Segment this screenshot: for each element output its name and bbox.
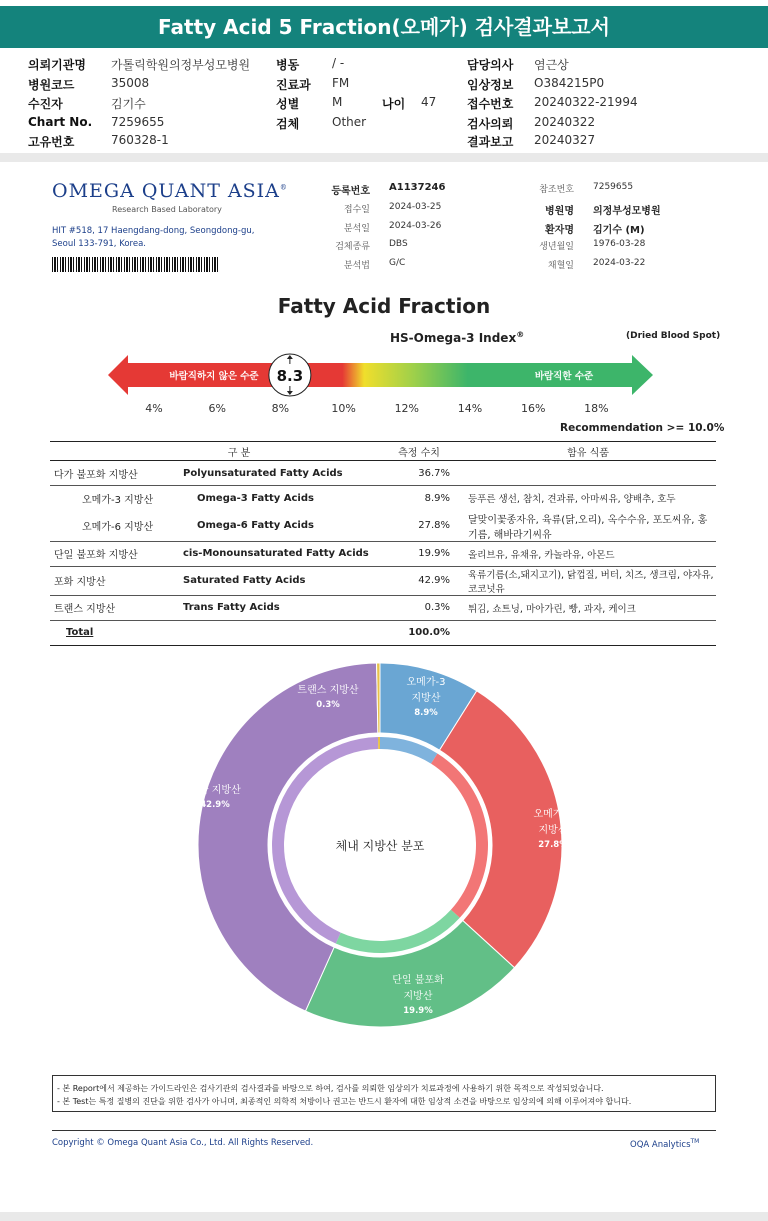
fraction-title: Fatty Acid Fraction	[277, 294, 491, 318]
slice-name: 지방산	[403, 991, 433, 1002]
note-line: - 본 Report에서 제공하는 가이드라인은 검사기관의 검사결과를 바탕으로 하여, 검사를 의뢰한 임상의가 치료과정에 사용하기 위한 목적으로 작성되었습니다.	[57, 1084, 604, 1093]
meta-value: 김기수 (M)	[593, 225, 645, 236]
header-value: / -	[332, 56, 345, 70]
header-value: M	[332, 95, 343, 109]
index-title	[390, 330, 524, 345]
scale-tick: 18%	[584, 402, 609, 415]
lab-logo-mark: ®	[279, 183, 288, 192]
meta-label: 분석법	[343, 261, 370, 271]
slice-name: 단일 불포화	[392, 975, 444, 986]
header-label: 수진자	[28, 97, 63, 111]
header-value: 20240322	[534, 115, 596, 129]
header-label: 성별	[276, 97, 300, 111]
age-label: 나이	[382, 97, 406, 111]
table-row	[50, 566, 716, 595]
meta-value: 2024-03-22	[593, 258, 646, 268]
header-value: 염근상	[534, 58, 569, 72]
header-label: 결과보고	[467, 135, 514, 149]
fatty-acid-table	[50, 441, 716, 646]
slice-name: 오메가-6	[533, 809, 573, 820]
total-label: Total	[50, 620, 183, 645]
row-category-kr: 단일 불포화 지방산	[50, 541, 183, 566]
gauge-bad-label: 바람직하지 않은 수준	[169, 371, 259, 382]
row-food: 튀김, 쇼트닝, 마아가린, 빵, 과자, 케이크	[460, 595, 716, 620]
header-value: 가톨릭학원의정부성모병원	[111, 58, 251, 72]
slice-value: 8.9%	[414, 708, 438, 718]
row-category-kr: 다가 불포화 지방산	[50, 461, 183, 486]
bottom-bar	[0, 1212, 768, 1221]
gauge-good-label: 바람직한 수준	[534, 371, 594, 382]
meta-label: 검체종류	[335, 242, 370, 252]
donut-center-label: 체내 지방산 분포	[335, 839, 425, 853]
table-row	[50, 486, 716, 511]
table-row	[50, 595, 716, 620]
row-value: 8.9%	[388, 486, 460, 511]
slice-value: 42.9%	[200, 800, 230, 810]
header-value: 35008	[111, 76, 150, 90]
meta-label: 분석일	[343, 224, 370, 234]
age-value: 47	[421, 95, 437, 109]
header-category: 구 분	[50, 442, 388, 461]
scale-tick: 10%	[331, 402, 356, 415]
footer-brand-mark: TM	[690, 1138, 700, 1145]
row-category-en: Saturated Fatty Acids	[183, 566, 388, 595]
header-label: 검사의뢰	[467, 117, 514, 131]
slice-name: 포화 지방산	[189, 785, 241, 796]
meta-label: 접수일	[343, 205, 370, 215]
omega3-index-gauge	[108, 352, 658, 398]
row-category-en: Trans Fatty Acids	[183, 595, 388, 620]
lab-address-line1: HIT #518, 17 Haengdang-dong, Seongdong-gu,	[52, 226, 255, 236]
row-category-en: Omega-6 Fatty Acids	[197, 520, 314, 531]
meta-value: A1137246	[389, 182, 446, 193]
row-food	[460, 461, 716, 486]
slice-name: 트랜스 지방산	[297, 685, 359, 696]
copyright: Copyright © Omega Quant Asia Co., Ltd. All Rights Reserved.	[52, 1138, 314, 1148]
slice-value: 0.3%	[316, 700, 340, 710]
total-value: 100.0%	[388, 620, 460, 645]
header-label: 병원코드	[28, 78, 75, 92]
index-title-mark: ®	[516, 330, 525, 339]
donut-inner-slice	[378, 737, 380, 749]
row-value: 27.8%	[418, 520, 450, 531]
meta-value: 의정부성모병원	[593, 206, 661, 217]
meta-value: 7259655	[593, 182, 634, 192]
row-value: 36.7%	[388, 461, 460, 486]
scale-tick: 8%	[271, 402, 290, 415]
header-value: 20240322-21994	[534, 95, 638, 109]
header-label: 담당의사	[467, 58, 514, 72]
row-food: 달맞이꽃종자유, 육류(닭,오리), 옥수수유, 포도씨유, 홍기름, 해바라기씨유	[468, 514, 708, 541]
row-value: 0.3%	[388, 595, 460, 620]
barcode	[52, 257, 218, 272]
footer-brand	[630, 1138, 699, 1150]
header-label: 진료과	[276, 78, 311, 92]
row-category-en: Omega-3 Fatty Acids	[183, 486, 388, 511]
row-category-kr: 포화 지방산	[50, 566, 183, 595]
sample-type-label: (Dried Blood Spot)	[626, 331, 721, 341]
row-category-en: Polyunsaturated Fatty Acids	[183, 461, 388, 486]
header-label: 고유번호	[28, 135, 75, 149]
index-value-marker	[269, 354, 311, 396]
header-label: Chart No.	[28, 115, 93, 129]
slice-value: 27.8%	[538, 840, 568, 850]
footer-brand-text: OQA Analytics	[630, 1139, 691, 1150]
meta-label: 환자명	[545, 225, 574, 236]
table-row	[50, 541, 716, 566]
slice-label	[534, 807, 573, 850]
meta-value: DBS	[389, 239, 408, 249]
report-title: Fatty Acid 5 Fraction(오메가) 검사결과보고서	[0, 6, 768, 48]
total-row	[50, 620, 716, 645]
fatty-acid-donut-chart	[180, 660, 580, 1040]
row-value: 42.9%	[388, 566, 460, 595]
note-line: - 본 Test는 특정 질병의 진단을 위한 검사가 아니며, 최종적인 의학적 처방이나 권고는 반드시 환자에 대한 임상적 소견을 바탕으로 임상의에 의해 이루어져야 합니다.	[57, 1097, 632, 1106]
meta-label: 등록번호	[331, 186, 370, 197]
meta-label: 생년월일	[539, 242, 574, 252]
lab-logo	[52, 180, 288, 202]
row-category-kr: 트랜스 지방산	[50, 595, 183, 620]
header-food: 함유 식품	[460, 442, 716, 461]
index-value: 8.3	[276, 367, 304, 385]
header-value: 20240327	[534, 133, 596, 147]
header-label: 접수번호	[467, 97, 514, 111]
header-label: 임상정보	[467, 78, 514, 92]
footer-divider	[52, 1130, 716, 1131]
header-value: 측정 수치	[388, 442, 460, 461]
header-label: 병동	[276, 58, 300, 72]
slice-name: 오메가-3	[406, 677, 446, 688]
total-food	[460, 620, 716, 645]
meta-label: 참조번호	[539, 185, 574, 195]
row-category-kr: 오메가-6 지방산	[82, 522, 154, 533]
header-value: O384215P0	[534, 76, 605, 90]
notes-box	[52, 1075, 716, 1112]
lab-logo-text: OMEGA QUANT ASIA	[52, 180, 280, 202]
meta-label: 채혈일	[547, 261, 574, 271]
header-value: FM	[332, 76, 350, 90]
row-value: 19.9%	[388, 541, 460, 566]
header-value: Other	[332, 115, 367, 129]
row-category-kr: 오메가-3 지방산	[50, 486, 183, 511]
section-divider	[0, 153, 768, 162]
recommendation: Recommendation >= 10.0%	[560, 422, 725, 434]
row-food: 등푸른 생선, 참치, 견과류, 아마씨유, 양배추, 호두	[460, 486, 716, 511]
scale-tick: 6%	[208, 402, 226, 415]
scale-tick: 14%	[457, 402, 483, 415]
scale-tick: 16%	[520, 402, 546, 415]
row-food: 올리브유, 유채유, 카놀라유, 아몬드	[460, 541, 716, 566]
slice-name: 지방산	[538, 825, 568, 836]
meta-value: 2024-03-26	[389, 221, 442, 231]
table-header-row	[50, 442, 716, 461]
meta-value: G/C	[389, 258, 406, 268]
meta-label: 병원명	[545, 206, 574, 217]
meta-value: 1976-03-28	[593, 239, 646, 249]
slice-value: 19.9%	[403, 1006, 433, 1016]
row-category-en: cis-Monounsaturated Fatty Acids	[183, 541, 388, 566]
header-label: 검체	[276, 117, 300, 131]
header-value: 7259655	[111, 115, 165, 129]
scale-tick: 4%	[145, 402, 163, 415]
lab-subtitle: Research Based Laboratory	[112, 205, 222, 214]
scale-tick: 12%	[394, 402, 420, 415]
lab-address-line2: Seoul 133-791, Korea.	[52, 239, 146, 249]
slice-name: 지방산	[411, 693, 441, 704]
table-row	[50, 461, 716, 486]
total-spacer	[183, 620, 388, 645]
meta-value: 2024-03-25	[389, 202, 442, 212]
index-title-text: HS-Omega-3 Index	[390, 331, 517, 345]
table-row	[50, 511, 716, 542]
header-value: 760328-1	[111, 133, 169, 147]
header-label: 의뢰기관명	[28, 58, 86, 72]
header-value: 김기수	[111, 97, 146, 111]
row-food: 육류기름(소,돼지고기), 닭껍질, 버터, 치즈, 생크림, 야자유, 코코넛유	[460, 566, 716, 595]
